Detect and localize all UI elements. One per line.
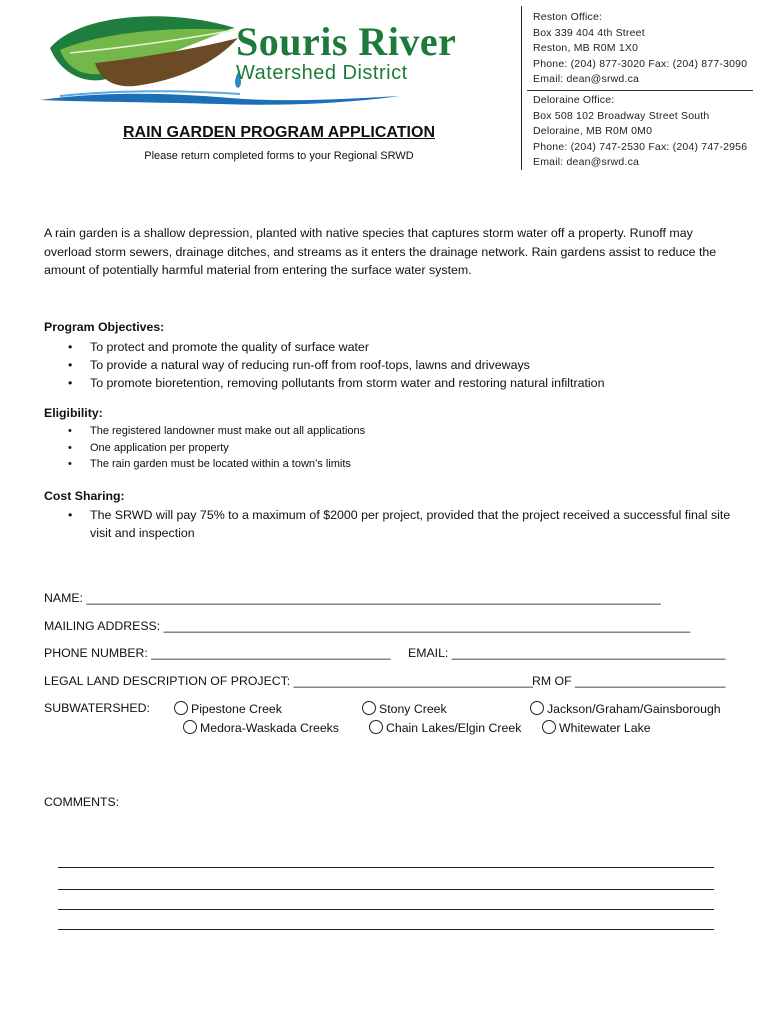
reston-office-email: Email: dean@srwd.ca [533, 73, 640, 86]
radio-circle-icon[interactable] [369, 720, 383, 734]
comment-line[interactable] [58, 889, 714, 890]
reston-office-phone: Phone: (204) 877-3020 Fax: (204) 877-3090 [533, 57, 748, 70]
comments-label: COMMENTS: [44, 795, 120, 809]
document-title: RAIN GARDEN PROGRAM APPLICATION [123, 124, 435, 141]
objective-item: • To promote bioretention, removing pollutants from storm water and restoring natural infiltration [44, 374, 734, 392]
radio-circle-icon[interactable] [542, 720, 556, 734]
rm-field[interactable]: RM OF ______________________ [532, 674, 726, 688]
intro-paragraph: A rain garden is a shallow depression, planted with native species that captures storm water off a property. Runoff may overload storm sewers, drainage ditches, and streams as it enters the drainage network. Rain gardens assist to reduce the amount of potentially harmful material from entering the surface water system. [44, 226, 717, 278]
eligibility-item: • The rain garden must be located within a town’s limits [44, 456, 734, 473]
objective-item: • To provide a natural way of reducing run-off from roof-tops, lawns and driveways [44, 356, 734, 374]
radio-circle-icon[interactable] [183, 720, 197, 734]
option-whitewater-lake[interactable]: Whitewater Lake [542, 720, 651, 735]
reston-office-city: Reston, MB R0M 1X0 [533, 42, 639, 55]
eligibility-item: • One application per property [44, 440, 734, 457]
reston-office-address: Box 339 404 4th Street [533, 26, 645, 39]
deloraine-office-city: Deloraine, MB R0M 0M0 [533, 125, 653, 138]
option-jackson-graham-gainsborough[interactable]: Jackson/Graham/Gainsborough [530, 701, 721, 716]
eligibility-item: • The registered landowner must make out all applications [44, 423, 734, 440]
radio-circle-icon[interactable] [174, 701, 188, 715]
option-stony-creek[interactable]: Stony Creek [362, 701, 447, 716]
eligibility-list [44, 423, 734, 473]
objective-item: • To protect and promote the quality of surface water [44, 338, 734, 356]
option-medora-waskada-creeks[interactable]: Medora-Waskada Creeks [183, 720, 339, 735]
objectives-heading: Program Objectives: [44, 320, 165, 334]
document-subtitle: Please return completed forms to your Regional SRWD [144, 150, 414, 162]
option-pipestone-creek[interactable]: Pipestone Creek [174, 701, 282, 716]
logo-subtitle: Watershed District [236, 62, 408, 84]
reston-office-block [533, 10, 747, 88]
reston-office-label: Reston Office: [533, 11, 603, 23]
cost-sharing-item: • The SRWD will pay 75% to a maximum of $2000 per project, provided that the project received a successful final site visit and inspection [44, 506, 734, 542]
mailing-address-field[interactable]: MAILING ADDRESS: _____________________________________________________________________________ [44, 619, 691, 633]
logo-title: Souris River [236, 19, 457, 64]
objectives-list [44, 338, 734, 392]
radio-circle-icon[interactable] [362, 701, 376, 715]
subwatershed-label: SUBWATERSHED: [44, 701, 150, 715]
header-divider-vertical [521, 6, 522, 170]
option-chain-lakes-elgin-creek[interactable]: Chain Lakes/Elgin Creek [369, 720, 521, 735]
phone-number-field[interactable]: PHONE NUMBER: ___________________________________ [44, 646, 391, 660]
comment-line[interactable] [58, 867, 714, 868]
comment-line[interactable] [58, 909, 714, 910]
radio-circle-icon[interactable] [530, 701, 544, 715]
deloraine-office-label: Deloraine Office: [533, 94, 615, 106]
comment-line[interactable] [58, 929, 714, 930]
name-field[interactable]: NAME: ____________________________________________________________________________________ [44, 591, 661, 605]
deloraine-office-address: Box 508 102 Broadway Street South [533, 109, 710, 122]
deloraine-office-email: Email: dean@srwd.ca [533, 156, 640, 169]
header-divider-horizontal [527, 90, 753, 91]
cost-sharing-list [44, 506, 734, 542]
email-field[interactable]: EMAIL: ________________________________________ [408, 646, 726, 660]
deloraine-office-block [533, 93, 747, 171]
deloraine-office-phone: Phone: (204) 747-2530 Fax: (204) 747-2956 [533, 140, 748, 153]
legal-land-description-field[interactable]: LEGAL LAND DESCRIPTION OF PROJECT: ___________________________________ [44, 674, 533, 688]
eligibility-heading: Eligibility: [44, 406, 103, 420]
cost-sharing-heading: Cost Sharing: [44, 489, 125, 503]
